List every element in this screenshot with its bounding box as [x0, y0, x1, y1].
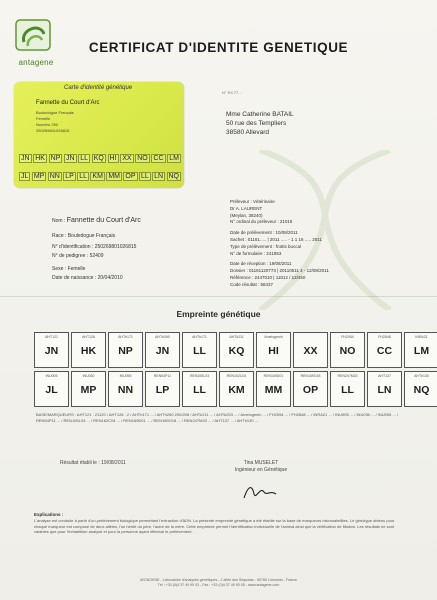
- form-number: N° de formulaire : 241853: [230, 250, 282, 256]
- genotype: MM: [264, 384, 283, 396]
- animal-breed-row: [52, 233, 115, 239]
- genotype: JN: [44, 345, 59, 357]
- animal-name: Fannette du Court d'Arc: [66, 217, 141, 224]
- card-genotype: XX: [122, 155, 132, 162]
- card-title: Carte d'identité génétique: [64, 85, 133, 91]
- genotype: NO: [339, 345, 356, 357]
- marker-cell: [71, 371, 106, 407]
- animal-name-label: Nom :: [52, 218, 66, 224]
- recipient-name: Mme Catherine BATAIL: [226, 111, 294, 118]
- sex-value: Femelle: [67, 266, 86, 272]
- card-genotype: LM: [169, 155, 179, 162]
- animal-id-row: [52, 244, 136, 250]
- reception-date: Date de réception : 19/08/2011: [230, 261, 292, 267]
- footer-line-1: ANTAGENE - Laboratoire d'analyses génétiques - 2 allée des Séquoias - 69760 Limonest - France: [139, 578, 298, 582]
- breed-value: Bouledogue Français: [67, 233, 116, 239]
- marker-cell: [367, 371, 402, 407]
- card-line: Femelle: [36, 116, 51, 121]
- logo-text: antagene: [18, 58, 54, 67]
- marker-name: REN247M23: [337, 374, 358, 378]
- pedigree-row: [52, 253, 104, 259]
- section-title: Empreinte génétique: [176, 309, 261, 319]
- marker-name: REN162C04: [226, 374, 247, 378]
- card-genotype: LN: [154, 173, 164, 180]
- explanations-title: Explications :: [34, 512, 64, 517]
- breed-label: Race :: [52, 233, 67, 239]
- card-genotype: KM: [92, 173, 103, 180]
- genotype: OP: [302, 384, 319, 396]
- genotype: JL: [45, 384, 58, 396]
- marker-name: Amelogenin: [264, 335, 283, 339]
- marker-cell: [34, 332, 69, 368]
- sampling-info: [230, 199, 329, 289]
- vet-city: (Meylan, 38240): [230, 212, 263, 218]
- marker-cell: [182, 332, 217, 368]
- genotype: LP: [155, 384, 170, 396]
- marker-cell: [404, 371, 437, 407]
- card-genotype: HI: [109, 155, 117, 162]
- card-genotype: HK: [35, 155, 45, 162]
- marker-name: AHTk211: [229, 335, 244, 339]
- genotype: HK: [80, 345, 97, 357]
- vet-name: Dr A. LAURENT: [230, 205, 263, 211]
- signer-block: [216, 460, 306, 473]
- explanations: [34, 512, 404, 535]
- marker-cell: [108, 371, 143, 407]
- birth-value: 20/04/2010: [97, 275, 123, 281]
- card-line: 250269801026815: [36, 128, 70, 133]
- birth-row: [52, 275, 123, 281]
- card-genotype: MP: [33, 173, 45, 180]
- marker-cell: [34, 371, 69, 407]
- sex-row: [52, 266, 85, 272]
- genotype: XX: [303, 345, 318, 357]
- footer: [0, 578, 437, 588]
- genotype: NN: [117, 384, 134, 396]
- card-genotype: LL: [79, 173, 88, 180]
- genotype: MP: [80, 384, 97, 396]
- marker-name: AHTh130: [414, 374, 429, 378]
- marker-cell: [256, 332, 291, 368]
- pedigree-value: 52409: [89, 253, 104, 259]
- marker-name: AHT126: [82, 335, 95, 339]
- marker-name: INU055: [119, 374, 132, 378]
- marker-cell: [182, 371, 217, 407]
- identity-card: [14, 82, 184, 188]
- dossier: Dossier : 01161120773 | 20110511 4 - 12/08/2011: [230, 268, 329, 274]
- marker-cell: [219, 332, 254, 368]
- recipient-address: [226, 110, 294, 137]
- marker-cell: [145, 371, 180, 407]
- card-genotype: MM: [108, 173, 120, 180]
- marker-name: AHTh171: [192, 335, 207, 339]
- card-line: Numéro 250: [36, 122, 59, 127]
- reference-number: N° R4 77...: [222, 90, 242, 95]
- recipient-street: 50 rue des Templiers: [226, 120, 287, 127]
- marker-name: AHT121: [45, 335, 58, 339]
- signer-name: Tina MUSELET: [243, 460, 279, 466]
- vet-label: Préleveur : Vétérinaire: [230, 199, 275, 204]
- genotype: LN: [377, 384, 392, 396]
- id-value: 250269801026815: [94, 244, 137, 250]
- marker-cell: [404, 332, 437, 368]
- marker-cell: [367, 332, 402, 368]
- sex-label: Sexe :: [52, 266, 67, 272]
- signer-role: Ingénieur en Génétique: [234, 466, 288, 473]
- marker-cell: [256, 371, 291, 407]
- birth-label: Date de naissance :: [52, 275, 97, 281]
- genotype: LL: [193, 384, 206, 396]
- result-code: Code résultat : 58437: [230, 281, 274, 287]
- footer-line-2: Tél : +33 (0)4 37 49 90 03 - Fax : +33 (0)4 37 49 90 05 - www.antagene.com: [157, 583, 280, 587]
- card-genotype: OP: [125, 173, 136, 180]
- marker-cell: [219, 371, 254, 407]
- genotype: HI: [268, 345, 279, 357]
- markers-row-1: [34, 332, 437, 368]
- card-genotype: KQ: [93, 155, 104, 162]
- card-genotype: LL: [80, 155, 89, 162]
- marker-name: INU030: [82, 374, 95, 378]
- explanations-text: L'analyse est conduite à partir d'un prélèvement biologique permettant l'extraction d'ADN. La présente empreinte génétique a été établie sur la base de marqueurs microsatellites. Le génotype obtenu pour chaque marqueur est composé de deux allèles, l'un hérité du père, l'autre de la mère. Cette empreinte permet l'identification individuelle de l'animal ainsi que la vérification de filiation. Les résultats ne sont valables que pour l'échantillon analysé et pour la personne ayant effectué le prélèvement.: [34, 517, 395, 535]
- marker-cell: [293, 371, 328, 407]
- genotype: LM: [413, 345, 430, 357]
- marker-name: AHT137: [378, 374, 391, 378]
- id-label: N° d'identification :: [52, 244, 94, 250]
- card-genotype: CC: [153, 155, 164, 162]
- marker-name: FH2848: [378, 335, 391, 339]
- genotype: LL: [193, 345, 206, 357]
- marker-name: INRA21: [415, 335, 428, 339]
- marker-name: REN105L03: [189, 374, 210, 378]
- card-genotype: NN: [49, 173, 60, 180]
- marker-cell: [330, 332, 365, 368]
- sampling-bag: Sachet : 01161..... | 2011 ..... - 1 1 16 ..... 2011: [230, 236, 322, 242]
- genotype: KQ: [228, 345, 245, 357]
- marker-name: REN169D01: [263, 374, 284, 378]
- marker-cell: [293, 332, 328, 368]
- marker-name: AHTh171: [118, 335, 133, 339]
- sampling-type: Type de prélèvement : frottis buccal: [230, 243, 302, 249]
- genotype: LL: [341, 384, 354, 396]
- card-genotype-row-2: [19, 172, 181, 181]
- marker-cell: [71, 332, 106, 368]
- marker-name: REN169O18: [300, 374, 321, 378]
- marker-name: FH2054: [341, 335, 354, 339]
- genotype: NP: [118, 345, 133, 357]
- marker-name: INU005: [45, 374, 58, 378]
- genotype: NQ: [413, 384, 430, 396]
- card-genotype-row-1: [19, 154, 181, 163]
- handwritten-signature: [240, 480, 280, 504]
- result-date: Résultat établi le : 19/08/2011: [60, 460, 126, 466]
- markers-row-2: [34, 371, 437, 407]
- genotype: JN: [155, 345, 170, 357]
- animal-name-row: [52, 217, 141, 224]
- pedigree-label: N° de pedigree :: [52, 253, 89, 259]
- card-line: Bouledogue Français: [36, 110, 74, 115]
- card-genotype: NP: [50, 155, 61, 162]
- card-genotype: JN: [21, 155, 30, 162]
- vet-number: N° ordinal du préleveur : 21016: [230, 219, 293, 225]
- marker-cell: [145, 332, 180, 368]
- card-genotype: NQ: [168, 173, 179, 180]
- marker-name: AHTh260: [155, 335, 170, 339]
- technical-details: BASE/MARQUEURS : AHT121 : 21120 / AHT126 : 2 / AHTh171 ... / AHTh260 200/208 / AHTk211 ... / AHTk253 ... / Amelogenin ... / FH2054 ... / FH2848 ... / INRA21 ... / INU005 ... / INU030 ... / INU055 ... / REN54P11 ... / REN105L03 ... / REN162C04 ... / REN169D01 ... / REN169O18 ... / REN247M23 ... / AHT137 ... / AHTh130 ...: [36, 412, 399, 424]
- card-genotype: LP: [65, 173, 74, 180]
- card-genotype: NO: [137, 155, 148, 162]
- recipient-city: 38580 Allevard: [226, 129, 270, 136]
- genotype: KM: [228, 384, 245, 396]
- card-genotype: JN: [66, 155, 75, 162]
- card-name: Fannette du Court d'Arc: [36, 100, 100, 106]
- card-genotype: LL: [140, 173, 149, 180]
- sampling-date: Date de prélèvement : 10/08/2011: [230, 230, 298, 236]
- marker-name: REN54P11: [153, 374, 172, 378]
- card-genotype: JL: [21, 173, 29, 180]
- marker-cell: [108, 332, 143, 368]
- page-title: CERTIFICAT D'IDENTITE GENETIQUE: [88, 40, 349, 55]
- reference: Référence : 2447010 | 11812 / 12/450: [230, 274, 306, 280]
- marker-cell: [330, 371, 365, 407]
- genotype: CC: [376, 345, 393, 357]
